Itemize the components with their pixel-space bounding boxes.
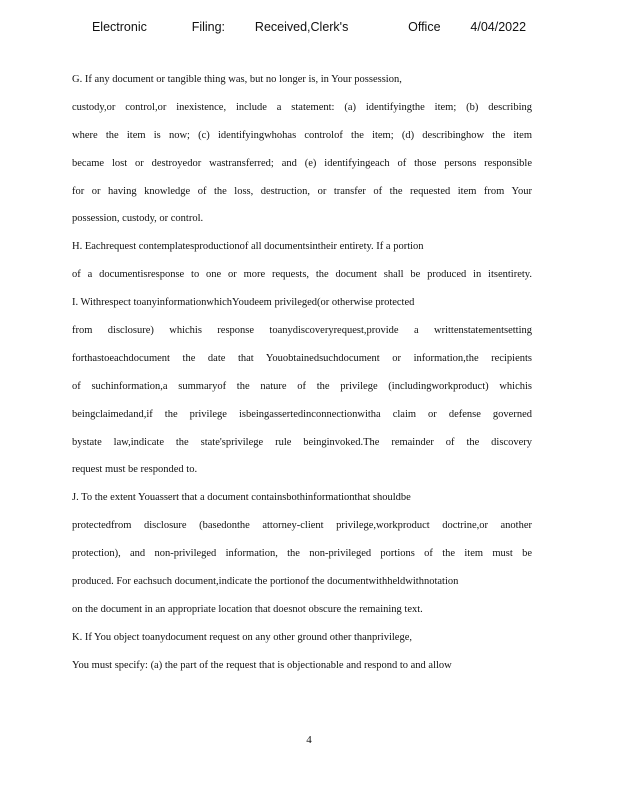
text-line: from disclosure) whichis response toanydiscoveryrequest,provide a writtenstatementsetting (72, 325, 532, 337)
page-number: 4 (306, 734, 312, 746)
text-line: protection), and non-privileged information, the non-privileged portions of the item must be (72, 548, 532, 560)
text-line: I. Withrespect toanyinformationwhichYoudeem privileged(or otherwise protected (72, 297, 415, 309)
text-line: beingclaimedand,if the privilege isbeingassertedinconnectionwitha claim or defense governed (72, 408, 532, 420)
text-line: became lost or destroyedor wastransferred; and (e) identifyingeach of those persons responsible (72, 157, 532, 169)
text-line: J. To the extent Youassert that a document containsbothinformationthat shouldbe (72, 492, 411, 504)
text-line: on the document in an appropriate location that doesnot obscure the remaining text. (72, 603, 423, 615)
text-line: of a documentisresponse to one or more requests, the document shall be produced in itsentirety. (72, 269, 532, 281)
text-line: K. If You object toanydocument request on any other ground other thanprivilege, (72, 631, 413, 643)
filing-header: Electronic Filing: Received,Clerk's Office 4/04/2022 (91, 20, 527, 34)
text-line: possession, custody, or control. (72, 213, 204, 225)
text-line: bystate law,indicate the state'sprivilege rule beinginvoked.The remainder of the discovery (72, 436, 532, 448)
text-line: of suchinformation,a summaryof the nature of the privilege (includingworkproduct) whichis (72, 380, 532, 392)
body-text (72, 66, 532, 680)
text-line: custody,or control,or inexistence, include a statement: (a) identifyingthe item; (b) describing (72, 101, 532, 113)
text-line: H. Eachrequest contemplatesproductionof all documentsintheir entirety. If a portion (72, 241, 424, 253)
text-line: produced. For eachsuch document,indicate the portionof the documentwithheldwithnotation (72, 576, 459, 588)
text-line: request must be responded to. (72, 464, 198, 476)
text-line: You must specify: (a) the part of the request that is objectionable and respond to and allow (72, 659, 452, 671)
text-line: G. If any document or tangible thing was, but no longer is, in Your possession, (72, 74, 402, 85)
text-line: protectedfrom disclosure (basedonthe attorney-client privilege,workproduct doctrine,or another (72, 520, 532, 532)
text-line: where the item is now; (c) identifyingwhohas controlof the item; (d) describinghow the item (72, 129, 532, 141)
text-line: forthastoeachdocument the date that Youobtainedsuchdocument or information,the recipients (72, 352, 532, 364)
text-line: for or having knowledge of the loss, destruction, or transfer of the requested item from Your (72, 185, 532, 197)
